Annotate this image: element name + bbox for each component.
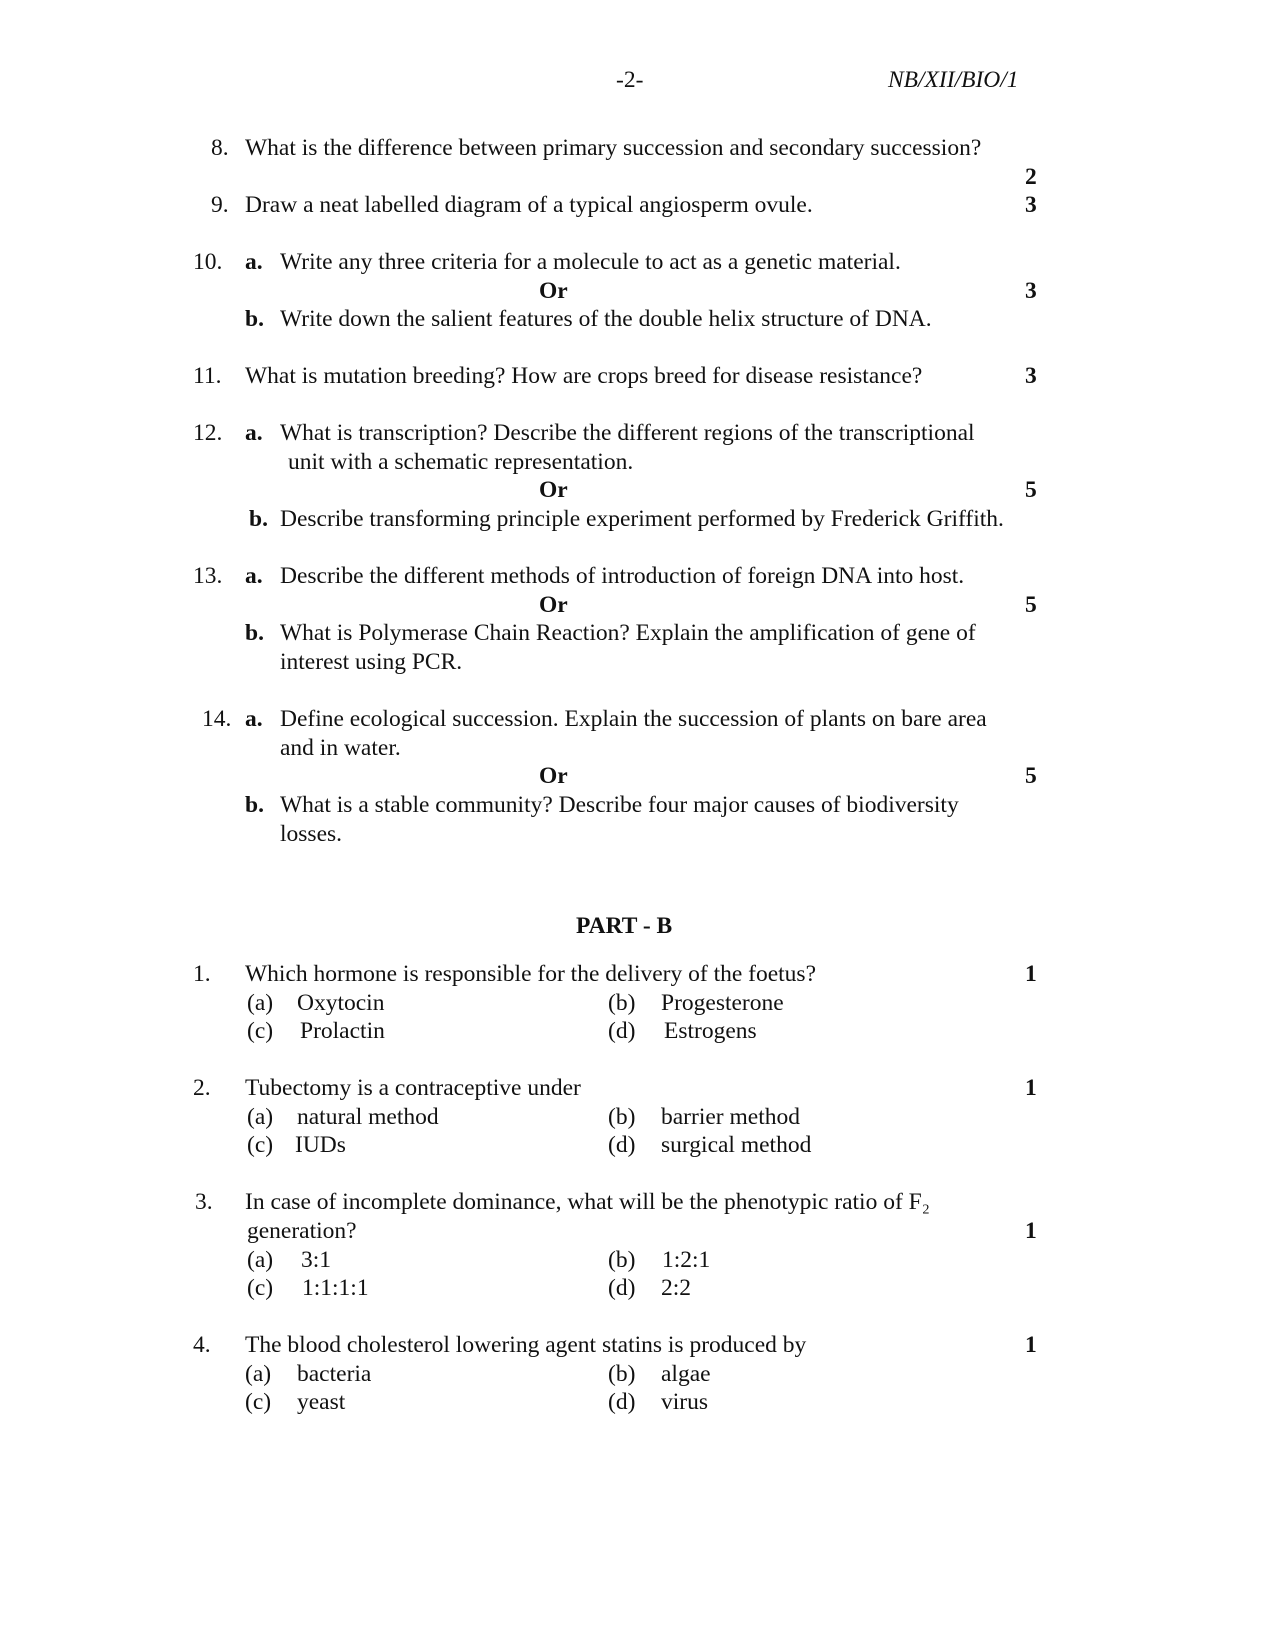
option-label: (a) [245, 1361, 272, 1387]
option-text: 2:2 [661, 1275, 692, 1301]
option-text: Progesterone [661, 990, 784, 1016]
option-label: (b) [608, 1361, 636, 1387]
option-label: (c) [245, 1389, 272, 1415]
question-number: 13. [193, 563, 223, 589]
option-label: (d) [608, 1132, 636, 1158]
marks: 1 [1025, 1075, 1037, 1101]
or-separator: Or [539, 477, 568, 503]
option-label: (c) [247, 1018, 274, 1044]
option-text: Prolactin [300, 1018, 385, 1044]
question-text: unit with a schematic representation. [288, 449, 634, 475]
marks: 1 [1025, 1332, 1037, 1358]
option-label: (c) [247, 1132, 274, 1158]
option-label: a. [245, 563, 263, 589]
marks: 3 [1025, 363, 1037, 389]
question-number: 10. [193, 249, 223, 275]
option-label: (a) [247, 1104, 274, 1130]
marks: 3 [1025, 278, 1037, 304]
question-text: What is a stable community? Describe four major causes of biodiversity [280, 792, 959, 818]
question-text: Which hormone is responsible for the delivery of the foetus? [245, 961, 817, 987]
option-label: b. [245, 792, 264, 818]
question-text: generation? [247, 1218, 357, 1244]
question-text: In case of incomplete dominance, what will be the phenotypic ratio of F₂ [245, 1189, 930, 1215]
question-text: losses. [280, 821, 343, 847]
or-separator: Or [539, 763, 568, 789]
or-separator: Or [539, 278, 568, 304]
option-label: a. [245, 249, 263, 275]
option-text: 3:1 [301, 1247, 332, 1273]
paper-code: NB/XII/BIO/1 [888, 67, 1019, 93]
or-separator: Or [539, 592, 568, 618]
option-label: (a) [247, 1247, 274, 1273]
question-text: Write down the salient features of the double helix structure of DNA. [280, 306, 932, 332]
option-label: (d) [608, 1275, 636, 1301]
question-number: 12. [193, 420, 223, 446]
option-label: b. [245, 306, 264, 332]
question-number: 4. [193, 1332, 211, 1358]
question-text: The blood cholesterol lowering agent statins is produced by [245, 1332, 807, 1358]
option-label: (a) [247, 990, 274, 1016]
option-text: natural method [297, 1104, 439, 1130]
option-text: surgical method [661, 1132, 812, 1158]
option-label: (b) [608, 1104, 636, 1130]
question-text: Tubectomy is a contraceptive under [245, 1075, 581, 1101]
option-text: yeast [297, 1389, 346, 1415]
question-number: 11. [193, 363, 222, 389]
section-heading: PART - B [576, 913, 673, 939]
question-text: Define ecological succession. Explain the succession of plants on bare area [280, 706, 987, 732]
question-number: 1. [193, 961, 211, 987]
question-text: Describe transforming principle experiment performed by Frederick Griffith. [280, 506, 1004, 532]
question-text: What is the difference between primary succession and secondary succession? [245, 135, 982, 161]
marks: 5 [1025, 763, 1037, 789]
marks: 2 [1025, 164, 1037, 190]
option-label: a. [245, 420, 263, 446]
option-text: Oxytocin [297, 990, 385, 1016]
option-text: 1:2:1 [662, 1247, 711, 1273]
option-label: (b) [608, 990, 636, 1016]
option-text: virus [661, 1389, 708, 1415]
marks: 1 [1025, 961, 1037, 987]
page-number: -2- [616, 67, 644, 93]
question-number: 14. [202, 706, 232, 732]
question-number: 8. [211, 135, 229, 161]
option-text: bacteria [297, 1361, 372, 1387]
option-label: a. [245, 706, 263, 732]
question-text: What is Polymerase Chain Reaction? Explain the amplification of gene of [280, 620, 976, 646]
question-text: What is mutation breeding? How are crops breed for disease resistance? [245, 363, 923, 389]
option-label: (d) [608, 1018, 636, 1044]
marks: 5 [1025, 477, 1037, 503]
question-text: interest using PCR. [280, 649, 463, 675]
option-label: (c) [247, 1275, 274, 1301]
question-number: 2. [193, 1075, 211, 1101]
option-text: Estrogens [664, 1018, 757, 1044]
option-text: IUDs [295, 1132, 346, 1158]
marks: 3 [1025, 192, 1037, 218]
question-text: and in water. [280, 735, 401, 761]
option-label: b. [249, 506, 268, 532]
option-text: 1:1:1:1 [302, 1275, 369, 1301]
question-number: 3. [195, 1189, 213, 1215]
option-label: (d) [608, 1389, 636, 1415]
question-text: Draw a neat labelled diagram of a typical angiosperm ovule. [245, 192, 813, 218]
marks: 1 [1025, 1218, 1037, 1244]
question-text: Write any three criteria for a molecule to act as a genetic material. [280, 249, 901, 275]
question-number: 9. [211, 192, 229, 218]
option-text: algae [661, 1361, 711, 1387]
option-label: (b) [608, 1247, 636, 1273]
option-label: b. [245, 620, 264, 646]
marks: 5 [1025, 592, 1037, 618]
question-text: What is transcription? Describe the different regions of the transcriptional [280, 420, 975, 446]
question-text: Describe the different methods of introduction of foreign DNA into host. [280, 563, 965, 589]
option-text: barrier method [661, 1104, 800, 1130]
